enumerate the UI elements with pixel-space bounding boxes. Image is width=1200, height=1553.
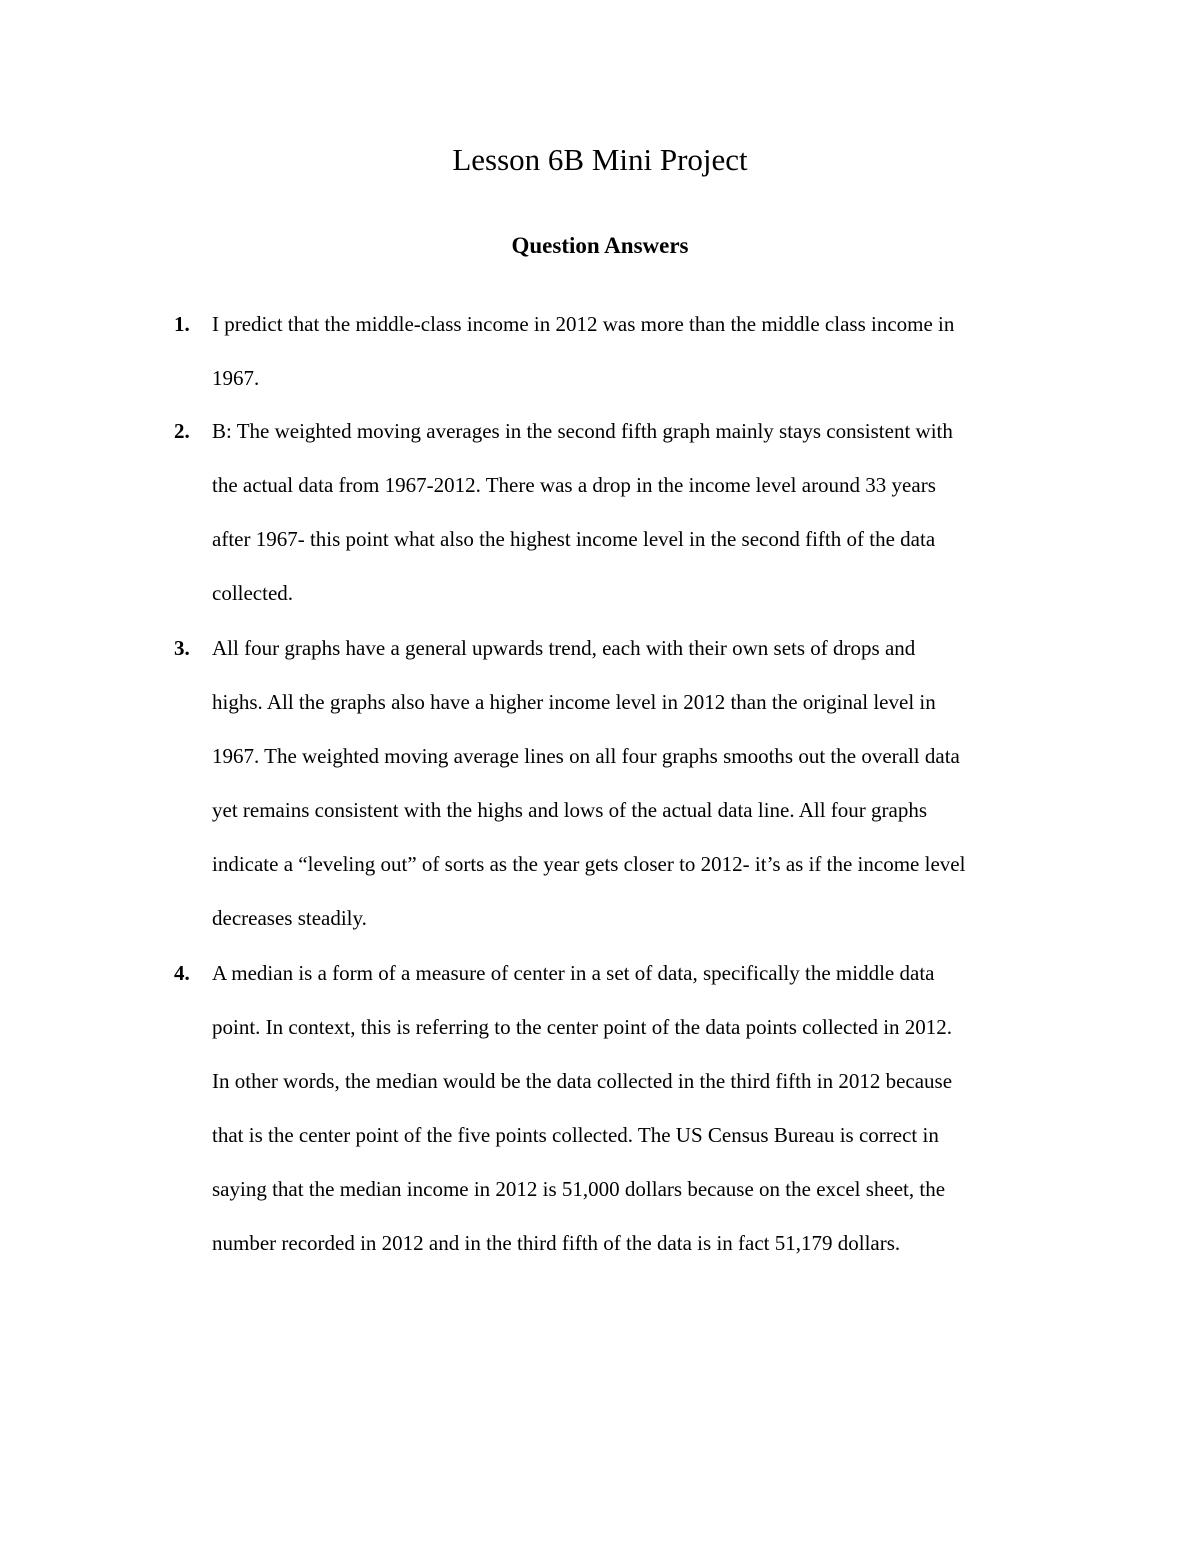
answer-line: decreases steadily. [212, 906, 367, 930]
answer-line: number recorded in 2012 and in the third fifth of the data is in fact 51,179 dollars. [212, 1231, 901, 1255]
answer-line: 1967. [212, 366, 260, 390]
answer-number: 3. [174, 636, 190, 660]
answer-number: 4. [174, 961, 190, 985]
answer-line: indicate a “leveling out” of sorts as the year gets closer to 2012- it’s as if the income level [212, 852, 966, 876]
answer-line: the actual data from 1967-2012. There was a drop in the income level around 33 years [212, 473, 936, 497]
answer-text [212, 621, 1072, 945]
answer-line: A median is a form of a measure of center in a set of data, specifically the middle data [212, 961, 935, 985]
answer-line: that is the center point of the five points collected. The US Census Bureau is correct in [212, 1123, 939, 1147]
answer-line: collected. [212, 581, 294, 605]
document-title: Lesson 6B Mini Project [452, 142, 748, 177]
answer-line: In other words, the median would be the data collected in the third fifth in 2012 because [212, 1069, 953, 1093]
answer-text [212, 404, 1072, 620]
document-subtitle: Question Answers [511, 233, 689, 258]
answer-line: highs. All the graphs also have a higher income level in 2012 than the original level in [212, 690, 936, 714]
answer-line: 1967. The weighted moving average lines on all four graphs smooths out the overall data [212, 744, 960, 768]
answer-line: yet remains consistent with the highs and lows of the actual data line. All four graphs [212, 798, 928, 822]
answer-line: I predict that the middle-class income in 2012 was more than the middle class income in [212, 312, 955, 336]
answer-line: All four graphs have a general upwards trend, each with their own sets of drops and [212, 636, 916, 660]
answer-text [212, 946, 1072, 1270]
answer-line: point. In context, this is referring to the center point of the data points collected in 2012. [212, 1015, 953, 1039]
answer-number: 2. [174, 419, 190, 443]
answer-text [212, 297, 1072, 405]
answer-number: 1. [174, 312, 190, 336]
answer-line: B: The weighted moving averages in the second fifth graph mainly stays consistent with [212, 419, 953, 443]
answer-line: after 1967- this point what also the highest income level in the second fifth of the data [212, 527, 936, 551]
answer-line: saying that the median income in 2012 is 51,000 dollars because on the excel sheet, the [212, 1177, 946, 1201]
